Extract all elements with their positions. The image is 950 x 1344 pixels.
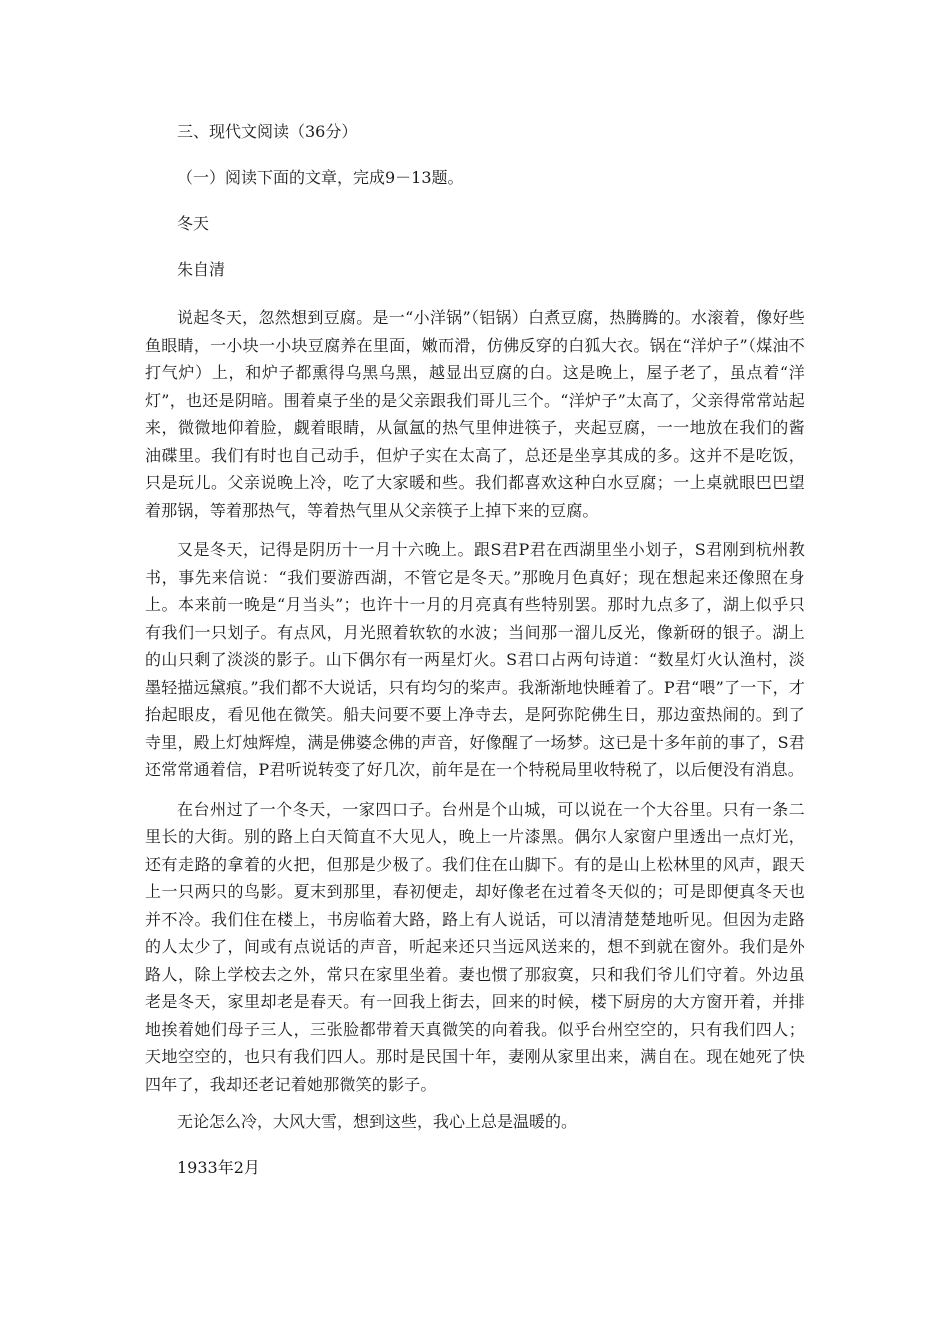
essay-title: 冬天 bbox=[177, 214, 210, 233]
essay-author: 朱自清 bbox=[177, 260, 226, 279]
document-page bbox=[145, 120, 805, 1202]
question-instruction: （一）阅读下面的文章，完成9－13题。 bbox=[177, 168, 464, 187]
essay-paragraph-3: 在台州过了一个冬天，一家四口子。台州是个山城，可以说在一个大谷里。只有一条二里长的大街。别的路上白天简直不大见人，晚上一片漆黑。偶尔人家窗户里透出一点灯光，还有走路的拿着的火把，但那是少极了。我们住在山脚下。有的是山上松林里的风声，跟天上一只两只的鸟影。夏末到那里，春初便走，却好像老在过着冬天似的；可是即便真冬天也并不冷。我们住在楼上，书房临着大路，路上有人说话，可以清清楚楚地听见。但因为走路的人太少了，间或有点说话的声音，听起来还只当远风送来的，想不到就在窗外。我们是外路人，除上学校去之外，常只在家里坐着。妻也惯了那寂寞，只和我们爷儿们守着。外边虽老是冬天，家里却老是春天。有一回我上街去，回来的时候，楼下厨房的大方窗开着，并排地挨着她们母子三人，三张脸都带着天真微笑的向着我。似乎台州空空的，只有我们四人；天地空空的，也只有我们四人。那时是民国十年，妻刚从家里出来，满自在。现在她死了快四年了，我却还老记着她那微笑的影子。 bbox=[145, 799, 805, 1094]
essay-closing-line: 无论怎么冷，大风大雪，想到这些，我心上总是温暖的。 bbox=[177, 1112, 578, 1131]
essay-paragraph-2: 又是冬天，记得是阴历十一月十六晚上。跟S君P君在西湖里坐小划子，S君刚到杭州教书，事先来信说：“我们要游西湖，不管它是冬天。”那晚月色真好；现在想起来还像照在身上。本来前一晚是“月当头”；也许十一月的月亮真有些特别罢。那时九点多了，湖上似乎只有我们一只划子。有点风，月光照着软软的水波；当间那一溜儿反光，像新砑的银子。湖上的山只剩了淡淡的影子。山下偶尔有一两星灯火。S君口占两句诗道：“数星灯火认渔村，淡墨轻描远黛痕。”我们都不大说话，只有均匀的桨声。我渐渐地快睡着了。P君“喂”了一下，才抬起眼皮，看见他在微笑。船夫问要不要上净寺去，是阿弥陀佛生日，那边蛮热闹的。到了寺里，殿上灯烛辉煌，满是佛婆念佛的声音，好像醒了一场梦。这已是十多年前的事了，S君还常常通着信，P君听说转变了好几次，前年是在一个特税局里收特税了，以后便没有消息。 bbox=[145, 540, 805, 779]
section-title: 三、现代文阅读（36分） bbox=[177, 122, 358, 141]
essay-paragraph-1: 说起冬天，忽然想到豆腐。是一“小洋锅”（铝锅）白煮豆腐，热腾腾的。水滚着，像好些鱼眼睛，一小块一小块豆腐养在里面，嫩而滑，仿佛反穿的白狐大衣。锅在“洋炉子”（煤油不打气炉）上，和炉子都熏得乌黑乌黑，越显出豆腐的白。这是晚上，屋子老了，虽点着“洋灯”，也还是阴暗。围着桌子坐的是父亲跟我们哥儿三个。“洋炉子”太高了，父亲得常常站起来，微微地仰着脸，觑着眼睛，从氤氲的热气里伸进筷子，夹起豆腐，一一地放在我们的酱油碟里。我们有时也自己动手，但炉子实在太高了，总还是坐享其成的多。这并不是吃饭，只是玩儿。父亲说晚上冷，吃了大家暖和些。我们都喜欢这种白水豆腐；一上桌就眼巴巴望着那锅，等着那热气，等着热气里从父亲筷子上掉下来的豆腐。 bbox=[145, 308, 805, 520]
essay-date: 1933年2月 bbox=[177, 1158, 260, 1177]
